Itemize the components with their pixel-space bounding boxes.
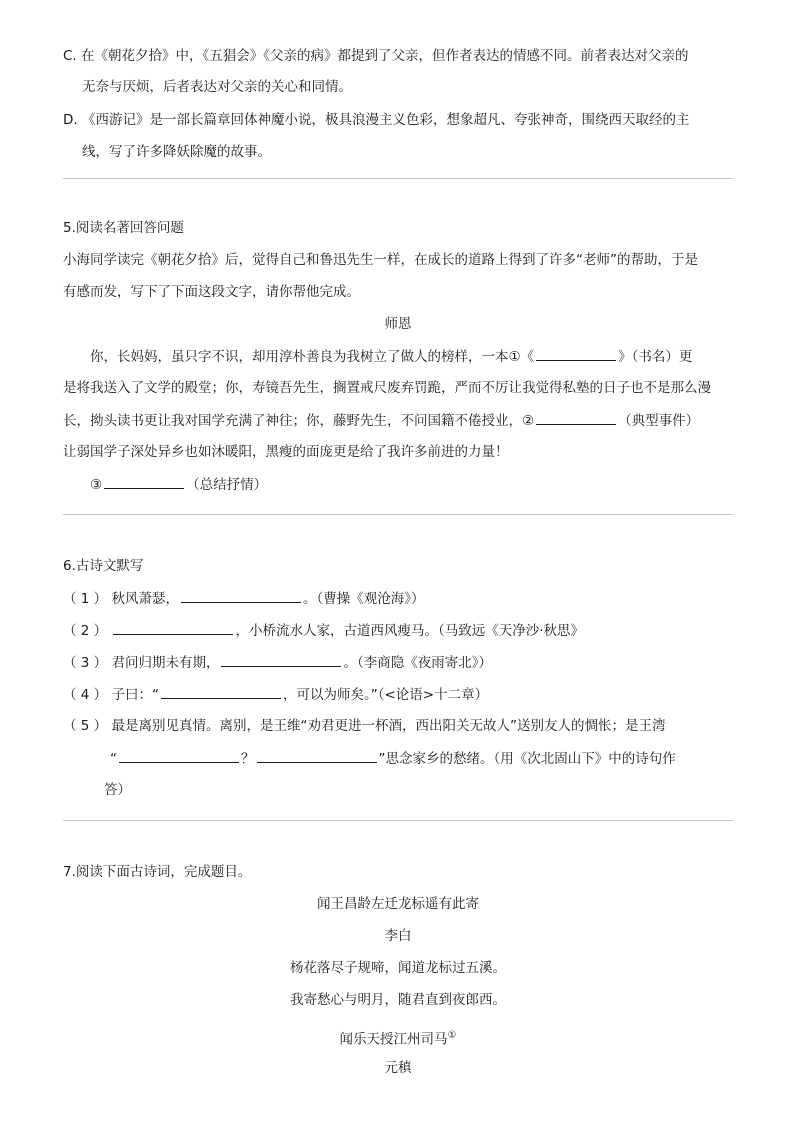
q6-blank-1[interactable]: [181, 588, 301, 603]
poem1-line2: 我寄愁心与明月，随君直到夜郎西。: [290, 992, 506, 1008]
poem2-title-row: [63, 1026, 733, 1050]
q6-blank-5b[interactable]: [257, 748, 377, 763]
poem1-line1: 杨花落尽子规啼，闻道龙标过五溪。: [290, 960, 506, 976]
q6-item-5-open-quote: “: [110, 751, 117, 767]
q6-item-5-text: 最是离别见真情。离别，是王维“劝君更进一杯酒，西出阳关无故人”送别友人的惆怅；是王湾: [111, 718, 666, 734]
q6-item-2-num: （ 2 ）: [63, 623, 108, 639]
essay-line5-tail: （总结抒情）: [186, 477, 268, 493]
essay-line5: [90, 474, 267, 495]
q6-item-4-tail: ，可以为师矣。”（<论语>十二章）: [282, 687, 489, 703]
poem2-author: 元稹: [384, 1060, 412, 1076]
q6-blank-5a[interactable]: [119, 748, 239, 763]
q6-item-2: [63, 620, 584, 641]
poem1-title: 闻王昌龄左迁龙标遥有此寄: [317, 896, 479, 912]
q6-blank-4[interactable]: [161, 684, 281, 699]
q6-item-1: [63, 588, 424, 609]
essay-line2: 是将我送入了文学的殿堂；你，寿镜吾先生，搁置戒尺废弃罚跪，严而不厉让我觉得私塾的日子也不是那么漫: [63, 380, 711, 396]
q7-title: 7.阅读下面古诗词，完成题目。: [63, 864, 252, 880]
divider: [63, 820, 733, 821]
q5-title: 5.阅读名著回答问题: [63, 220, 184, 236]
blank-2-event[interactable]: [536, 410, 616, 425]
q6-item-5-line3: 答）: [104, 782, 131, 798]
divider: [63, 514, 733, 515]
q6-item-1-tail: 。（曹操《观沧海》）: [302, 591, 425, 607]
divider: [63, 178, 733, 179]
q6-blank-3[interactable]: [221, 652, 341, 667]
q6-item-5-line1: [63, 716, 665, 736]
q6-item-1-num: （ 1 ）: [63, 591, 108, 607]
q5-intro-line1: 小海同学读完《朝花夕拾》后，觉得自己和鲁迅先生一样，在成长的道路上得到了许多“老师”的帮助，于是: [63, 252, 698, 268]
q6-item-3: [63, 652, 492, 673]
essay-line3-tail: （典型事件）: [618, 413, 700, 429]
essay-line1-tail: 》（书名）更: [618, 349, 693, 365]
essay-line1: [90, 346, 692, 367]
q6-item-4-text: 子曰：“: [111, 687, 159, 703]
poem2-footnote-mark: ①: [447, 1030, 457, 1041]
essay-line5-num: ③: [90, 477, 103, 493]
option-c-line2: 无奈与厌烦，后者表达对父亲的关心和同情。: [82, 79, 352, 95]
q6-item-5-tail: ”思念家乡的愁绪。（用《次北固山下》中的诗句作: [378, 751, 676, 767]
option-d-line1: D. 《西游记》是一部长篇章回体神魔小说，极具浪漫主义色彩，想象超凡、夸张神奇，围绕西天取经的主: [63, 112, 690, 128]
poem2-title: 闻乐天授江州司马: [339, 1031, 448, 1048]
q6-blank-2[interactable]: [113, 620, 233, 635]
q6-item-3-tail: 。（李商隐《夜雨寄北》）: [343, 655, 492, 671]
q6-item-3-text: 君问归期未有期，: [111, 655, 220, 671]
poem1-author: 李白: [384, 928, 412, 944]
option-c-line1: C. 在《朝花夕拾》中，《五猖会》《父亲的病》都提到了父亲，但作者表达的情感不同。前者表达对父亲的: [63, 48, 689, 64]
blank-1-book-name[interactable]: [536, 346, 616, 361]
q6-item-1-text: 秋风萧瑟，: [111, 591, 179, 607]
q6-item-5-question: ？: [241, 751, 255, 767]
essay-title: 师恩: [384, 316, 412, 332]
q6-item-3-num: （ 3 ）: [63, 655, 108, 671]
q6-item-5-num: （ 5 ）: [63, 718, 108, 734]
q6-item-2-tail: ，小桥流水人家，古道西风瘦马。（马致远《天净沙·秋思》: [235, 623, 585, 639]
essay-line3: [63, 410, 699, 431]
essay-line3-text: 长，拗头读书更让我对国学充满了神往；你，藤野先生，不问国籍不倦授业，②: [63, 413, 535, 429]
q6-item-5-line2: [110, 748, 676, 769]
essay-line4: 让弱国学子深处异乡也如沐暖阳，黑瘦的面庞更是给了我许多前进的力量！: [63, 444, 509, 460]
q5-intro-line2: 有感而发，写下了下面这段文字，请你帮他完成。: [63, 284, 360, 300]
q6-item-4-num: （ 4 ）: [63, 687, 108, 703]
q6-item-4: [63, 684, 488, 705]
blank-3-summary[interactable]: [104, 474, 184, 489]
essay-line1-text: 你，长妈妈，虽只字不识，却用淳朴善良为我树立了做人的榜样，一本①《: [90, 349, 535, 365]
q6-title: 6.古诗文默写: [63, 558, 144, 574]
option-d-line2: 线，写了许多降妖除魔的故事。: [82, 144, 271, 160]
